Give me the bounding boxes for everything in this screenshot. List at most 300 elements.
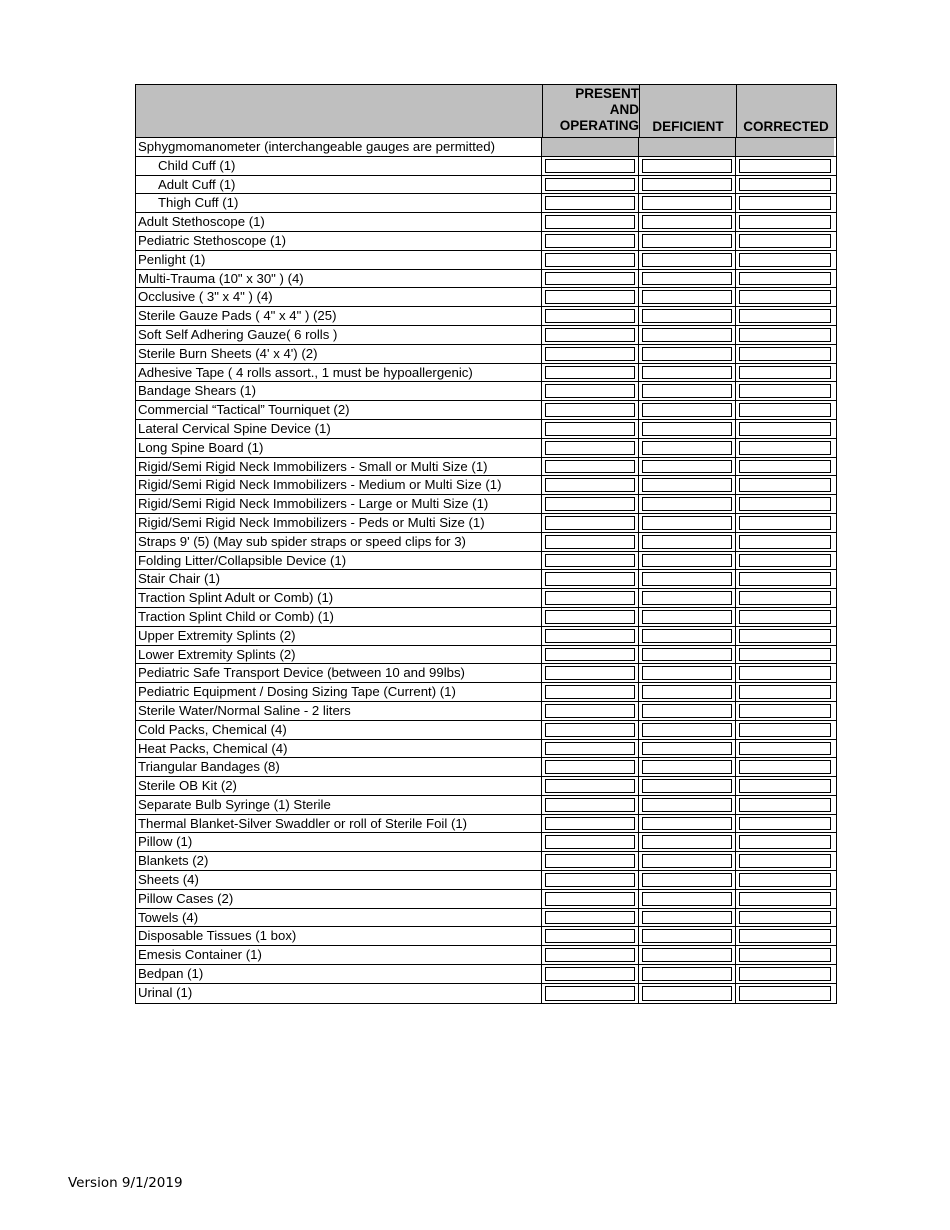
deficient-checkbox[interactable] [642,892,732,906]
present-operating-cell [542,627,639,645]
item-label: Rigid/Semi Rigid Neck Immobilizers - Large or Multi Size (1) [136,495,542,513]
corrected-cell [736,664,834,682]
corrected-cell [736,251,834,269]
corrected-cell [736,965,834,983]
corrected-cell [736,458,834,476]
present-operating-checkbox[interactable] [545,817,635,831]
item-label: Cold Packs, Chemical (4) [136,721,542,739]
deficient-checkbox[interactable] [642,723,732,737]
deficient-checkbox[interactable] [642,648,732,662]
present-operating-cell [542,382,639,400]
deficient-checkbox[interactable] [642,610,732,624]
table-row [136,570,836,589]
deficient-cell [639,815,736,833]
corrected-cell [736,758,834,776]
table-row [136,232,836,251]
corrected-checkbox[interactable] [739,516,831,530]
present-operating-checkbox[interactable] [545,384,635,398]
deficient-cell [639,364,736,382]
deficient-cell [639,476,736,494]
table-row [136,157,836,176]
table-row [136,533,836,552]
corrected-cell [736,646,834,664]
table-row [136,270,836,289]
deficient-checkbox[interactable] [642,854,732,868]
deficient-checkbox[interactable] [642,403,732,417]
present-operating-checkbox[interactable] [545,742,635,756]
present-operating-checkbox[interactable] [545,497,635,511]
present-operating-cell [542,345,639,363]
item-label: Emesis Container (1) [136,946,542,964]
corrected-cell [736,495,834,513]
deficient-checkbox[interactable] [642,873,732,887]
deficient-checkbox[interactable] [642,309,732,323]
table-row [136,965,836,984]
deficient-checkbox[interactable] [642,817,732,831]
corrected-cell [736,157,834,175]
deficient-checkbox[interactable] [642,478,732,492]
deficient-cell [639,570,736,588]
deficient-checkbox[interactable] [642,986,732,1001]
present-operating-checkbox[interactable] [545,892,635,906]
present-operating-checkbox[interactable] [545,403,635,417]
item-label: Thigh Cuff (1) [136,194,542,212]
deficient-checkbox[interactable] [642,215,732,229]
corrected-checkbox[interactable] [739,554,831,568]
deficient-cell [639,533,736,551]
present-operating-cell [542,570,639,588]
corrected-checkbox[interactable] [739,497,831,511]
corrected-checkbox[interactable] [739,159,831,173]
item-label: Towels (4) [136,909,542,927]
present-operating-checkbox[interactable] [545,948,635,962]
present-operating-cell [542,476,639,494]
deficient-checkbox[interactable] [642,742,732,756]
table-row [136,194,836,213]
present-operating-checkbox[interactable] [545,591,635,605]
corrected-cell [736,232,834,250]
table-row [136,852,836,871]
deficient-cell [639,307,736,325]
table-row [136,984,836,1003]
item-label: Pillow Cases (2) [136,890,542,908]
deficient-cell [639,251,736,269]
deficient-checkbox[interactable] [642,572,732,586]
corrected-cell [736,514,834,532]
corrected-checkbox[interactable] [739,610,831,624]
corrected-cell [736,476,834,494]
present-operating-cell [542,646,639,664]
present-operating-checkbox[interactable] [545,309,635,323]
deficient-cell [639,740,736,758]
present-operating-cell [542,251,639,269]
corrected-checkbox[interactable] [739,742,831,756]
corrected-checkbox[interactable] [739,854,831,868]
present-operating-cell [542,364,639,382]
table-row [136,627,836,646]
corrected-checkbox[interactable] [739,760,831,774]
table-row [136,909,836,928]
deficient-cell [639,871,736,889]
table-row [136,176,836,195]
present-operating-checkbox[interactable] [545,234,635,248]
header-shaded-cell [736,138,834,156]
present-operating-checkbox[interactable] [545,610,635,624]
deficient-checkbox[interactable] [642,196,732,210]
present-operating-checkbox[interactable] [545,704,635,718]
corrected-checkbox[interactable] [739,629,831,643]
item-label: Sterile OB Kit (2) [136,777,542,795]
item-label: Adhesive Tape ( 4 rolls assort., 1 must be hypoallergenic) [136,364,542,382]
corrected-checkbox[interactable] [739,591,831,605]
table-row [136,890,836,909]
corrected-cell [736,364,834,382]
table-row [136,401,836,420]
present-operating-checkbox[interactable] [545,798,635,812]
corrected-checkbox[interactable] [739,572,831,586]
corrected-checkbox[interactable] [739,685,831,699]
present-operating-cell [542,796,639,814]
corrected-cell [736,176,834,194]
present-operating-cell [542,495,639,513]
corrected-checkbox[interactable] [739,873,831,887]
deficient-cell [639,420,736,438]
deficient-cell [639,702,736,720]
corrected-checkbox[interactable] [739,215,831,229]
deficient-checkbox[interactable] [642,497,732,511]
corrected-cell [736,307,834,325]
corrected-checkbox[interactable] [739,196,831,210]
item-label: Straps 9' (5) (May sub spider straps or speed clips for 3) [136,533,542,551]
deficient-cell [639,946,736,964]
present-operating-checkbox[interactable] [545,629,635,643]
present-operating-cell [542,740,639,758]
deficient-checkbox[interactable] [642,253,732,267]
corrected-cell [736,194,834,212]
present-operating-checkbox[interactable] [545,723,635,737]
corrected-checkbox[interactable] [739,929,831,943]
deficient-checkbox[interactable] [642,911,732,925]
present-operating-checkbox[interactable] [545,328,635,342]
item-label: Bandage Shears (1) [136,382,542,400]
deficient-cell [639,833,736,851]
present-operating-cell [542,589,639,607]
corrected-cell [736,589,834,607]
corrected-cell [736,288,834,306]
corrected-cell [736,401,834,419]
present-operating-checkbox[interactable] [545,967,635,981]
deficient-checkbox[interactable] [642,328,732,342]
present-operating-cell [542,420,639,438]
table-row [136,420,836,439]
item-label: Pediatric Stethoscope (1) [136,232,542,250]
item-label: Upper Extremity Splints (2) [136,627,542,645]
item-label: Rigid/Semi Rigid Neck Immobilizers - Small or Multi Size (1) [136,458,542,476]
present-operating-cell [542,514,639,532]
deficient-cell [639,796,736,814]
present-operating-checkbox[interactable] [545,760,635,774]
item-label: Commercial “Tactical” Tourniquet (2) [136,401,542,419]
present-operating-cell [542,232,639,250]
deficient-cell [639,965,736,983]
item-label: Soft Self Adhering Gauze( 6 rolls ) [136,326,542,344]
table-row [136,345,836,364]
table-row [136,664,836,683]
header-shaded-cell [542,138,639,156]
deficient-cell [639,345,736,363]
present-operating-cell [542,683,639,701]
table-row [136,777,836,796]
present-operating-cell [542,758,639,776]
corrected-cell [736,213,834,231]
deficient-cell [639,890,736,908]
present-operating-checkbox[interactable] [545,196,635,210]
present-operating-cell [542,176,639,194]
item-label: Triangular Bandages (8) [136,758,542,776]
table-row [136,495,836,514]
corrected-cell [736,627,834,645]
deficient-cell [639,683,736,701]
table-row [136,476,836,495]
deficient-checkbox[interactable] [642,704,732,718]
deficient-checkbox[interactable] [642,384,732,398]
item-label: Traction Splint Child or Comb) (1) [136,608,542,626]
corrected-cell [736,345,834,363]
present-operating-checkbox[interactable] [545,347,635,361]
header-shaded-cell [639,138,736,156]
present-operating-checkbox[interactable] [545,666,635,680]
table-row [136,213,836,232]
table-row [136,815,836,834]
header-item-column [136,85,543,137]
deficient-checkbox[interactable] [642,760,732,774]
corrected-cell [736,927,834,945]
item-label: Urinal (1) [136,984,542,1003]
corrected-checkbox[interactable] [739,403,831,417]
present-operating-cell [542,984,639,1003]
present-operating-checkbox[interactable] [545,215,635,229]
present-operating-cell [542,890,639,908]
corrected-checkbox[interactable] [739,704,831,718]
item-label: Sheets (4) [136,871,542,889]
corrected-checkbox[interactable] [739,272,831,286]
corrected-checkbox[interactable] [739,478,831,492]
present-operating-cell [542,664,639,682]
present-operating-checkbox[interactable] [545,873,635,887]
table-row [136,740,836,759]
present-operating-checkbox[interactable] [545,366,635,380]
corrected-cell [736,833,834,851]
table-row [136,382,836,401]
corrected-cell [736,420,834,438]
table-row [136,608,836,627]
table-row [136,439,836,458]
present-operating-checkbox[interactable] [545,478,635,492]
table-header [136,85,836,138]
corrected-cell [736,326,834,344]
deficient-checkbox[interactable] [642,516,732,530]
corrected-cell [736,683,834,701]
corrected-checkbox[interactable] [739,779,831,793]
present-operating-checkbox[interactable] [545,854,635,868]
corrected-cell [736,984,834,1003]
table-row [136,946,836,965]
deficient-checkbox[interactable] [642,159,732,173]
present-operating-checkbox[interactable] [545,516,635,530]
present-operating-cell [542,194,639,212]
corrected-cell [736,552,834,570]
deficient-checkbox[interactable] [642,234,732,248]
present-operating-checkbox[interactable] [545,159,635,173]
deficient-checkbox[interactable] [642,591,732,605]
item-label: Rigid/Semi Rigid Neck Immobilizers - Peds or Multi Size (1) [136,514,542,532]
corrected-checkbox[interactable] [739,948,831,962]
corrected-cell [736,570,834,588]
deficient-checkbox[interactable] [642,666,732,680]
corrected-checkbox[interactable] [739,328,831,342]
corrected-checkbox[interactable] [739,798,831,812]
corrected-checkbox[interactable] [739,892,831,906]
corrected-checkbox[interactable] [739,178,831,192]
deficient-checkbox[interactable] [642,798,732,812]
present-operating-checkbox[interactable] [545,422,635,436]
corrected-cell [736,777,834,795]
item-label: Blankets (2) [136,852,542,870]
deficient-checkbox[interactable] [642,685,732,699]
deficient-checkbox[interactable] [642,366,732,380]
present-operating-checkbox[interactable] [545,178,635,192]
table-row [136,326,836,345]
present-operating-checkbox[interactable] [545,685,635,699]
present-operating-cell [542,871,639,889]
deficient-checkbox[interactable] [642,422,732,436]
deficient-checkbox[interactable] [642,629,732,643]
item-label: Heat Packs, Chemical (4) [136,740,542,758]
deficient-checkbox[interactable] [642,178,732,192]
deficient-cell [639,927,736,945]
corrected-checkbox[interactable] [739,366,831,380]
deficient-checkbox[interactable] [642,967,732,981]
table-row [136,514,836,533]
deficient-checkbox[interactable] [642,835,732,849]
deficient-checkbox[interactable] [642,929,732,943]
deficient-cell [639,495,736,513]
present-operating-checkbox[interactable] [545,272,635,286]
deficient-cell [639,458,736,476]
deficient-cell [639,382,736,400]
present-operating-cell [542,721,639,739]
item-label: Sphygmomanometer (interchangeable gauges are permitted) [136,138,542,156]
deficient-cell [639,176,736,194]
corrected-checkbox[interactable] [739,384,831,398]
present-operating-cell [542,213,639,231]
corrected-checkbox[interactable] [739,460,831,474]
corrected-checkbox[interactable] [739,835,831,849]
present-operating-checkbox[interactable] [545,779,635,793]
deficient-checkbox[interactable] [642,290,732,304]
corrected-checkbox[interactable] [739,253,831,267]
corrected-checkbox[interactable] [739,986,831,1001]
corrected-checkbox[interactable] [739,422,831,436]
item-label: Pediatric Safe Transport Device (between 10 and 99lbs) [136,664,542,682]
present-operating-checkbox[interactable] [545,986,635,1001]
deficient-checkbox[interactable] [642,535,732,549]
present-operating-checkbox[interactable] [545,290,635,304]
item-label: Disposable Tissues (1 box) [136,927,542,945]
present-operating-checkbox[interactable] [545,648,635,662]
item-label: Rigid/Semi Rigid Neck Immobilizers - Medium or Multi Size (1) [136,476,542,494]
present-operating-checkbox[interactable] [545,535,635,549]
item-label: Lower Extremity Splints (2) [136,646,542,664]
item-label: Bedpan (1) [136,965,542,983]
corrected-checkbox[interactable] [739,648,831,662]
corrected-cell [736,796,834,814]
table-body [136,138,836,1003]
table-row [136,927,836,946]
corrected-cell [736,270,834,288]
item-label: Thermal Blanket-Silver Swaddler or roll of Sterile Foil (1) [136,815,542,833]
item-label: Penlight (1) [136,251,542,269]
corrected-checkbox[interactable] [739,911,831,925]
item-label: Traction Splint Adult or Comb) (1) [136,589,542,607]
present-operating-cell [542,777,639,795]
present-operating-checkbox[interactable] [545,460,635,474]
deficient-cell [639,232,736,250]
corrected-checkbox[interactable] [739,967,831,981]
present-operating-cell [542,288,639,306]
present-operating-checkbox[interactable] [545,911,635,925]
corrected-checkbox[interactable] [739,234,831,248]
present-operating-cell [542,307,639,325]
present-operating-cell [542,157,639,175]
corrected-checkbox[interactable] [739,309,831,323]
corrected-cell [736,740,834,758]
table-row [136,833,836,852]
item-label: Adult Stethoscope (1) [136,213,542,231]
present-operating-cell [542,326,639,344]
present-operating-cell [542,702,639,720]
deficient-cell [639,157,736,175]
corrected-checkbox[interactable] [739,441,831,455]
deficient-checkbox[interactable] [642,347,732,361]
deficient-checkbox[interactable] [642,779,732,793]
present-operating-cell [542,833,639,851]
item-label: Occlusive ( 3" x 4" ) (4) [136,288,542,306]
present-operating-checkbox[interactable] [545,929,635,943]
present-operating-checkbox[interactable] [545,554,635,568]
corrected-checkbox[interactable] [739,535,831,549]
deficient-checkbox[interactable] [642,554,732,568]
deficient-cell [639,589,736,607]
deficient-checkbox[interactable] [642,948,732,962]
deficient-checkbox[interactable] [642,460,732,474]
item-label: Child Cuff (1) [136,157,542,175]
item-label: Stair Chair (1) [136,570,542,588]
corrected-checkbox[interactable] [739,817,831,831]
deficient-checkbox[interactable] [642,441,732,455]
present-operating-checkbox[interactable] [545,441,635,455]
present-operating-checkbox[interactable] [545,253,635,267]
corrected-checkbox[interactable] [739,723,831,737]
corrected-checkbox[interactable] [739,347,831,361]
table-row [136,288,836,307]
present-operating-checkbox[interactable] [545,835,635,849]
present-operating-checkbox[interactable] [545,572,635,586]
corrected-checkbox[interactable] [739,290,831,304]
deficient-checkbox[interactable] [642,272,732,286]
deficient-cell [639,852,736,870]
corrected-checkbox[interactable] [739,666,831,680]
